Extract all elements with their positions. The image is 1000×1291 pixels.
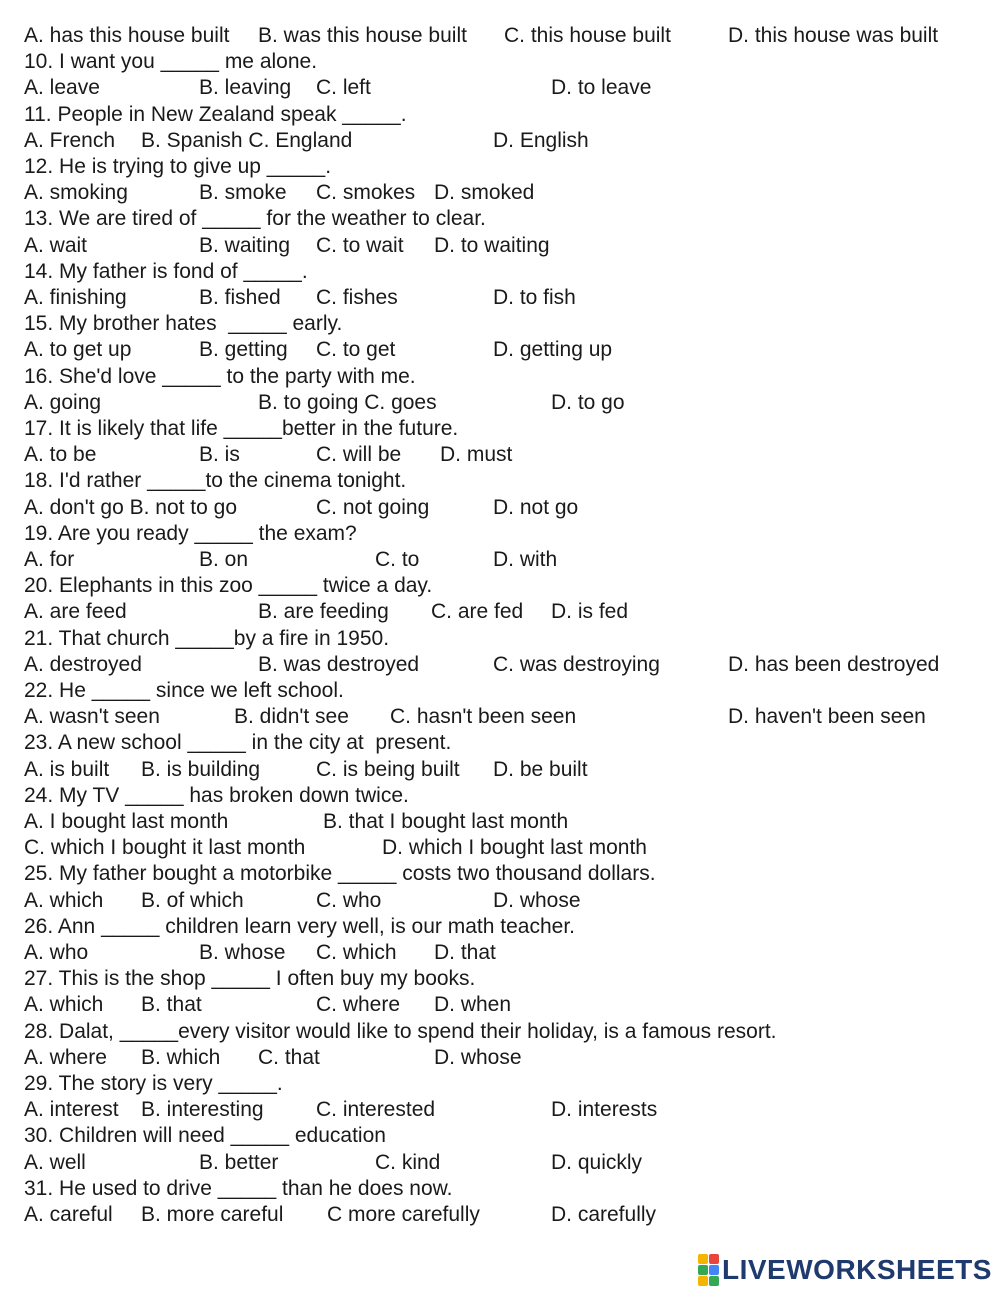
options-line bbox=[0, 1097, 1000, 1123]
option-text: B. that bbox=[141, 993, 202, 1017]
options-line bbox=[0, 495, 1000, 521]
options-line bbox=[0, 128, 1000, 154]
option-text: B. smoke bbox=[199, 181, 287, 205]
option-text: B. to going C. goes bbox=[258, 390, 437, 414]
option-text: D. has been destroyed bbox=[728, 652, 940, 676]
option-text: D. getting up bbox=[493, 338, 613, 362]
options-line bbox=[0, 888, 1000, 914]
question-text: 29. The story is very _____. bbox=[24, 1072, 283, 1095]
option-text: A. wasn't seen bbox=[24, 705, 160, 729]
liveworksheets-mark-icon bbox=[698, 1254, 719, 1286]
option-text: B. that I bought last month bbox=[323, 810, 569, 833]
question-text: 28. Dalat, _____every visitor would like to spend their holiday, is a famous resort. bbox=[24, 1019, 777, 1043]
option-text: B. are feeding bbox=[258, 600, 389, 624]
question-line bbox=[0, 259, 1000, 285]
options-line bbox=[0, 233, 1000, 259]
option-text: A. wait bbox=[24, 233, 88, 257]
question-text: 11. People in New Zealand speak _____. bbox=[24, 102, 407, 126]
option-text: D. is fed bbox=[551, 600, 629, 624]
question-text: 27. This is the shop _____ I often buy my books. bbox=[24, 967, 476, 991]
question-line bbox=[0, 1123, 1000, 1149]
question-line bbox=[0, 311, 1000, 337]
option-text: C. will be bbox=[316, 443, 402, 467]
option-text: C. who bbox=[316, 888, 382, 912]
question-line bbox=[0, 416, 1000, 442]
option-text: A. interest bbox=[24, 1098, 119, 1122]
option-text: D. whose bbox=[434, 1045, 522, 1069]
option-text: A. are feed bbox=[24, 600, 127, 624]
question-text: 17. It is likely that life _____better in the future. bbox=[24, 417, 459, 440]
option-text: D. carefully bbox=[551, 1203, 657, 1226]
options-line bbox=[0, 599, 1000, 625]
question-text: 10. I want you _____ me alone. bbox=[24, 50, 318, 74]
option-text: B. waiting bbox=[199, 233, 291, 257]
option-text: D. to fish bbox=[493, 286, 576, 309]
option-text: A. for bbox=[24, 548, 75, 571]
options-line bbox=[0, 652, 1000, 678]
option-text: B. was destroyed bbox=[258, 652, 420, 676]
option-text: A. don't go B. not to go bbox=[24, 495, 237, 519]
option-text: C. are fed bbox=[431, 600, 524, 624]
option-text: A. destroyed bbox=[24, 652, 142, 676]
options-line bbox=[0, 75, 1000, 101]
question-line bbox=[0, 914, 1000, 940]
option-text: C. to wait bbox=[316, 233, 404, 257]
options-line bbox=[0, 835, 1000, 861]
option-text: D. this house was built bbox=[728, 24, 939, 47]
question-line bbox=[0, 783, 1000, 809]
option-text: C. left bbox=[316, 76, 371, 100]
options-line bbox=[0, 23, 1000, 49]
question-text: 13. We are tired of _____ for the weather to clear. bbox=[24, 207, 486, 231]
options-line bbox=[0, 704, 1000, 730]
question-text: 22. He _____ since we left school. bbox=[24, 679, 344, 702]
question-text: 30. Children will need _____ education bbox=[24, 1124, 386, 1148]
option-text: D. whose bbox=[493, 888, 581, 912]
option-text: B. interesting bbox=[141, 1098, 264, 1122]
option-text: A. who bbox=[24, 941, 89, 964]
option-text: A. to be bbox=[24, 443, 97, 467]
question-line bbox=[0, 678, 1000, 704]
option-text: D. English bbox=[493, 128, 589, 152]
option-text: A. which bbox=[24, 888, 104, 912]
option-text: D. not go bbox=[493, 495, 579, 519]
option-text: B. was this house built bbox=[258, 24, 467, 47]
option-text: A. is built bbox=[24, 757, 110, 781]
option-text: C. which bbox=[316, 941, 397, 964]
question-line bbox=[0, 102, 1000, 128]
options-line bbox=[0, 547, 1000, 573]
option-text: B. of which bbox=[141, 888, 244, 912]
question-text: 15. My brother hates _____ early. bbox=[24, 312, 343, 336]
option-text: D. with bbox=[493, 548, 558, 571]
options-line bbox=[0, 390, 1000, 416]
option-text: B. more careful bbox=[141, 1203, 284, 1226]
question-text: 20. Elephants in this zoo _____ twice a day. bbox=[24, 574, 433, 598]
option-text: C. is being built bbox=[316, 757, 460, 781]
option-text: B. leaving bbox=[199, 76, 292, 100]
option-text: A. I bought last month bbox=[24, 810, 229, 833]
options-line bbox=[0, 940, 1000, 966]
option-text: C. which I bought it last month bbox=[24, 836, 306, 860]
question-line bbox=[0, 154, 1000, 180]
question-line bbox=[0, 1019, 1000, 1045]
option-text: B. better bbox=[199, 1150, 279, 1174]
option-text: C. to bbox=[375, 548, 420, 571]
options-line bbox=[0, 285, 1000, 311]
option-text: D. haven't been seen bbox=[728, 705, 926, 729]
question-text: 26. Ann _____ children learn very well, is our math teacher. bbox=[24, 914, 575, 938]
option-text: D. interests bbox=[551, 1098, 658, 1122]
option-text: A. has this house built bbox=[24, 24, 230, 47]
question-text: 12. He is trying to give up _____. bbox=[24, 155, 332, 178]
question-line bbox=[0, 573, 1000, 599]
option-text: C. interested bbox=[316, 1098, 436, 1122]
option-text: A. finishing bbox=[24, 286, 127, 309]
option-text: A. well bbox=[24, 1150, 86, 1174]
option-text: D. smoked bbox=[434, 181, 535, 205]
option-text: C. this house built bbox=[504, 24, 671, 47]
question-line bbox=[0, 966, 1000, 992]
option-text: A. where bbox=[24, 1045, 107, 1069]
options-line bbox=[0, 180, 1000, 206]
option-text: B. which bbox=[141, 1045, 221, 1069]
option-text: A. to get up bbox=[24, 338, 132, 362]
options-line bbox=[0, 442, 1000, 468]
option-text: B. is bbox=[199, 443, 240, 467]
option-text: B. getting bbox=[199, 338, 288, 362]
options-line bbox=[0, 1150, 1000, 1176]
option-text: D. must bbox=[440, 443, 513, 467]
option-text: C. that bbox=[258, 1045, 320, 1069]
question-line bbox=[0, 730, 1000, 756]
question-line bbox=[0, 206, 1000, 232]
liveworksheets-logo[interactable] bbox=[698, 1255, 992, 1285]
question-text: 16. She'd love _____ to the party with me. bbox=[24, 364, 416, 388]
option-text: A. careful bbox=[24, 1203, 113, 1226]
question-text: 21. That church _____by a fire in 1950. bbox=[24, 626, 390, 650]
options-line bbox=[0, 757, 1000, 783]
option-text: B. Spanish C. England bbox=[141, 128, 353, 152]
option-text: D. to waiting bbox=[434, 233, 550, 257]
option-text: C. fishes bbox=[316, 286, 398, 309]
option-text: D. which I bought last month bbox=[382, 836, 647, 860]
option-text: C more carefully bbox=[327, 1203, 480, 1226]
option-text: B. fished bbox=[199, 286, 281, 309]
option-text: D. to go bbox=[551, 390, 625, 414]
question-line bbox=[0, 1071, 1000, 1097]
question-line bbox=[0, 49, 1000, 75]
question-line bbox=[0, 364, 1000, 390]
options-line bbox=[0, 1202, 1000, 1228]
option-text: C. was destroying bbox=[493, 652, 660, 676]
options-line bbox=[0, 337, 1000, 363]
question-text: 18. I'd rather _____to the cinema tonight. bbox=[24, 469, 407, 493]
question-text: 14. My father is fond of _____. bbox=[24, 259, 308, 283]
option-text: B. didn't see bbox=[234, 705, 349, 729]
option-text: A. smoking bbox=[24, 181, 128, 205]
logo-text: LIVEWORKSHEETS bbox=[722, 1254, 992, 1285]
question-line bbox=[0, 1176, 1000, 1202]
option-text: B. whose bbox=[199, 941, 286, 964]
option-text: D. to leave bbox=[551, 76, 652, 100]
question-line bbox=[0, 861, 1000, 887]
option-text: C. smokes bbox=[316, 181, 416, 205]
question-text: 23. A new school _____ in the city at present. bbox=[24, 731, 452, 755]
option-text: D. that bbox=[434, 941, 496, 964]
option-text: D. when bbox=[434, 993, 512, 1017]
option-text: D. be built bbox=[493, 757, 588, 781]
option-text: C. to get bbox=[316, 338, 396, 362]
option-text: A. leave bbox=[24, 76, 100, 100]
option-text: B. on bbox=[199, 548, 249, 571]
option-text: C. where bbox=[316, 993, 401, 1017]
option-text: A. French bbox=[24, 128, 116, 152]
option-text: D. quickly bbox=[551, 1150, 643, 1174]
option-text: C. hasn't been seen bbox=[390, 705, 577, 729]
options-line bbox=[0, 809, 1000, 835]
question-text: 25. My father bought a motorbike _____ costs two thousand dollars. bbox=[24, 862, 656, 886]
question-text: 31. He used to drive _____ than he does now. bbox=[24, 1176, 453, 1200]
option-text: B. is building bbox=[141, 757, 261, 781]
question-line bbox=[0, 626, 1000, 652]
options-line bbox=[0, 1045, 1000, 1071]
question-line bbox=[0, 468, 1000, 494]
question-line bbox=[0, 521, 1000, 547]
question-text: 24. My TV _____ has broken down twice. bbox=[24, 783, 409, 807]
option-text: C. kind bbox=[375, 1150, 441, 1174]
options-line bbox=[0, 992, 1000, 1018]
option-text: A. going bbox=[24, 390, 102, 414]
option-text: A. which bbox=[24, 993, 104, 1017]
option-text: C. not going bbox=[316, 495, 430, 519]
question-text: 19. Are you ready _____ the exam? bbox=[24, 521, 357, 545]
